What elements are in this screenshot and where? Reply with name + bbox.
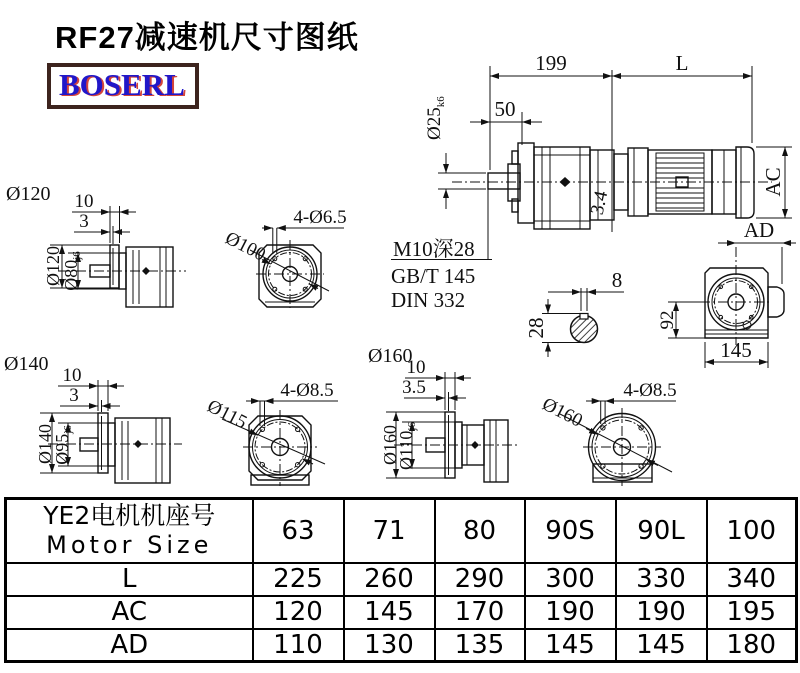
- center-mark: [471, 441, 479, 449]
- dim-key-height: 28: [524, 317, 548, 339]
- table-cell: 260: [344, 563, 435, 596]
- view-label: Ø120: [6, 183, 51, 205]
- flange-115-front-view: [204, 380, 338, 486]
- column-header: 100: [707, 499, 797, 563]
- dim-flange-od: Ø160: [380, 425, 400, 465]
- table-cell: 300: [525, 563, 616, 596]
- main-assembly-view: [391, 51, 792, 312]
- dim-bolt-holes: 4-Ø6.5: [293, 207, 347, 228]
- table-cell: 225: [253, 563, 344, 596]
- center-mark: [142, 267, 150, 275]
- table-cell: 145: [525, 629, 616, 662]
- dim-10: 10: [406, 357, 426, 378]
- table-header-row: [6, 499, 797, 563]
- center-mark: [134, 440, 142, 448]
- table-cell: 135: [435, 629, 525, 662]
- dim-50: 50: [494, 97, 516, 121]
- table-cell: 190: [616, 596, 707, 629]
- column-header: 63: [253, 499, 344, 563]
- dim-spigot: Ø80j6: [61, 251, 83, 291]
- table-row-L: [6, 563, 797, 596]
- row-label: AC: [6, 596, 253, 629]
- dim-flange-od: Ø120: [43, 246, 63, 286]
- dim-AD: AD: [743, 218, 775, 242]
- table-row-AC: [6, 596, 797, 629]
- flange-140-side-view: [4, 353, 182, 483]
- dim-3: 3: [69, 385, 79, 406]
- thread-note-line2: GB/T 145: [391, 264, 476, 288]
- column-header: 71: [344, 499, 435, 563]
- surface-finish-value: 3.4: [586, 189, 613, 217]
- page-title: RF27减速机尺寸图纸: [55, 20, 359, 55]
- dim-spigot: Ø110j6: [396, 422, 418, 470]
- dim-shaft-diameter: $Ø25_{k6}$: [424, 96, 447, 140]
- thread-note-line3: DIN 332: [391, 288, 466, 312]
- dim-3-5: 3.5: [402, 377, 426, 398]
- header-motor-size: [6, 499, 253, 563]
- table-cell: 120: [253, 596, 344, 629]
- flange-160-side-view: [368, 345, 520, 482]
- shaft-key-section-detail: [524, 268, 624, 357]
- column-header: 80: [435, 499, 525, 563]
- dim-flange-od: Ø140: [35, 424, 55, 464]
- table-row-AD: [6, 629, 797, 662]
- header-motor-size-cn: YE2电机机座号: [43, 501, 216, 531]
- dim-199: 199: [535, 51, 567, 75]
- dim-bolt-circle: Ø100: [221, 227, 269, 266]
- row-label: L: [6, 563, 253, 596]
- view-label: Ø160: [368, 345, 413, 367]
- column-header: 90L: [616, 499, 707, 563]
- flange-100-front-view: [222, 207, 347, 308]
- dim-3: 3: [79, 211, 89, 232]
- motor-fins: [656, 158, 704, 208]
- table-cell: 145: [344, 596, 435, 629]
- dim-bolt-circle: Ø160: [538, 393, 586, 432]
- table-cell: 190: [525, 596, 616, 629]
- dim-motor-length-L: L: [675, 51, 689, 75]
- flange-120-side-view: [6, 183, 186, 307]
- column-header: 90S: [525, 499, 616, 563]
- table-cell: 195: [707, 596, 797, 629]
- table-cell: 330: [616, 563, 707, 596]
- dim-bolt-holes: 4-Ø8.5: [280, 380, 334, 401]
- row-label: AD: [6, 629, 253, 662]
- motor-dimension-table: [4, 497, 798, 663]
- dim-145: 145: [720, 338, 752, 362]
- table-cell: 130: [344, 629, 435, 662]
- dim-bolt-holes: 4-Ø8.5: [623, 380, 677, 401]
- dim-key-width: 8: [611, 268, 623, 292]
- dim-bolt-circle: Ø115: [203, 395, 251, 434]
- thread-note-line1: M10深28: [393, 237, 475, 261]
- dim-10: 10: [74, 191, 94, 212]
- view-label: Ø140: [4, 353, 49, 375]
- brand-logo: BOSERL: [47, 63, 199, 109]
- flange-160-front-view: [539, 380, 677, 486]
- table-cell: 180: [707, 629, 797, 662]
- table-cell: 340: [707, 563, 797, 596]
- dim-AC: AC: [761, 167, 785, 197]
- table-cell: 170: [435, 596, 525, 629]
- dim-10: 10: [62, 365, 82, 386]
- dim-92: 92: [657, 310, 678, 330]
- header-motor-size-en: Motor Size: [46, 531, 213, 560]
- table-cell: 145: [616, 629, 707, 662]
- table-cell: 290: [435, 563, 525, 596]
- rear-view: [657, 218, 796, 368]
- table-cell: 110: [253, 629, 344, 662]
- dim-spigot: Ø95j6: [52, 425, 74, 465]
- center-mark: [560, 177, 571, 187]
